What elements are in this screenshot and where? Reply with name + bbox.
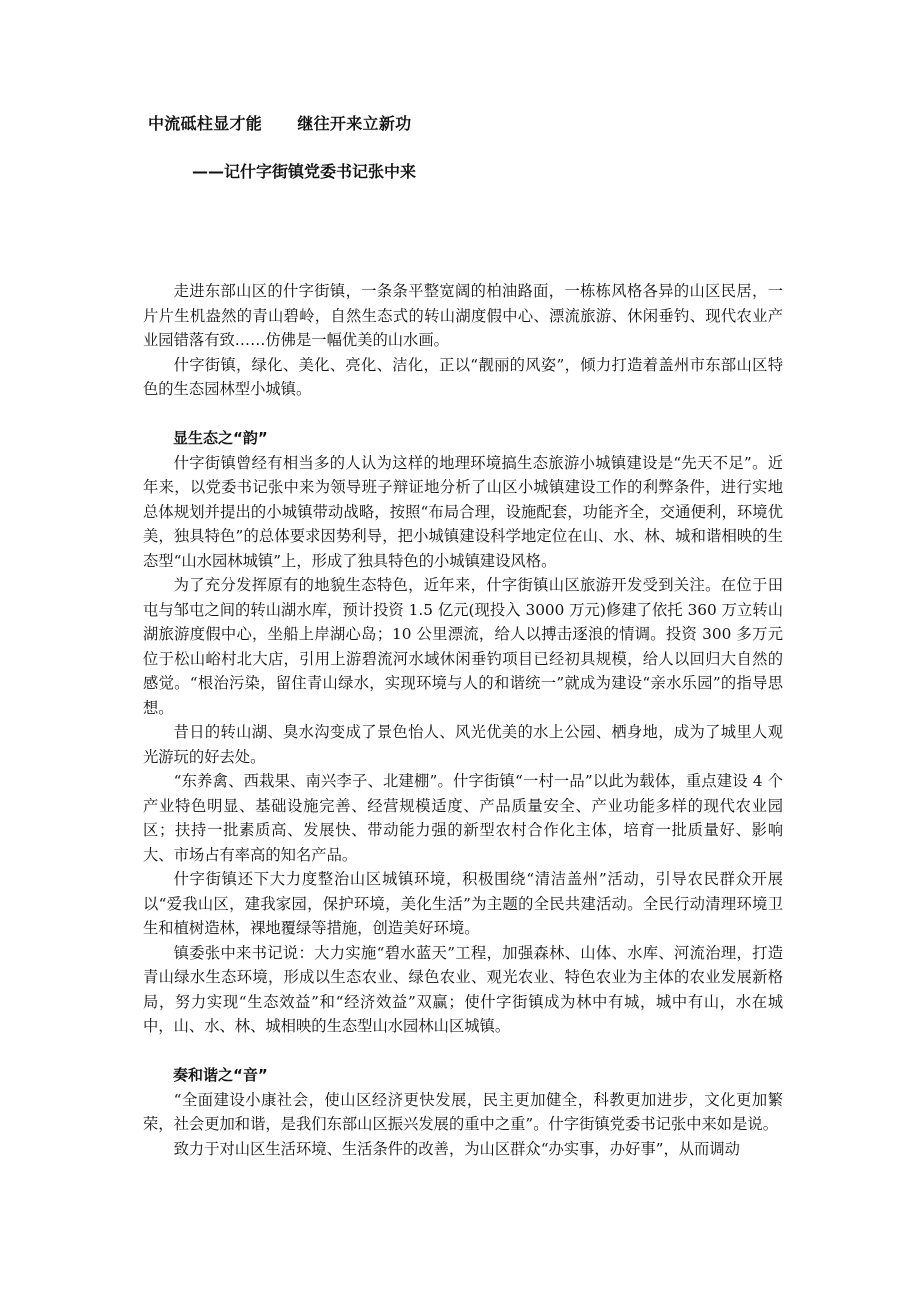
spacer [143, 402, 783, 427]
section-heading-harmony: 奏和谐之“音” [173, 1066, 268, 1084]
section2-paragraph: “全面建设小康社会，使山区经济更快发展，民主更加健全，科教更加进步，文化更加繁荣，社会更加和谐，是我们东部山区振兴发展的重中之重”。什字街镇党委书记张中来如是说。 [143, 1090, 783, 1133]
section1-paragraph: 镇委张中来书记说：大力实施“碧水蓝天”工程，加强森林、山体、水库、河流治理，打造青山绿水生态环境，形成以生态农业、绿色农业、观光农业、特色农业为主体的农业发展新格局，努力实现“生态效益”和“经济效益”双赢；使什字街镇成为林中有城，城中有山，水在城中，山、水、林、城相映的生态型山水园林山区城镇。 [143, 943, 783, 1035]
intro-paragraph: 走进东部山区的什字街镇，一条条平整宽阔的柏油路面，一栋栋风格各异的山区民居，一片片生机盎然的青山碧岭，自然生态式的转山湖度假中心、漂流旅游、休闲垂钓、现代农业产业园错落有致……仿佛是一幅优美的山水画。 [143, 282, 783, 349]
section1-paragraph: 昔日的转山湖、臭水沟变成了景色怡人、风光优美的水上公园、栖身地，成为了城里人观光游玩的好去处。 [143, 723, 783, 766]
section1-paragraph: 为了充分发挥原有的地貌生态特色，近年来，什字街镇山区旅游开发受到关注。在位于田屯与邹屯之间的转山湖水库，预计投资 1.5 亿元(现投入 3000 万元)修建了依托 360 万立转山湖旅游度假中心，坐船上岸湖心岛；10 公里漂流，给人以搏击逐浪的情调。投资 300 多万元位于松山峪村北大店，引用上游碧流河水域休闲垂钓项目已经初具规模，给人以回归大自然的感觉。“根治污染，留住青山绿水，实现环境与人的和谐统一”就成为建设“亲水乐园”的指导思想。 [143, 576, 783, 717]
intro-paragraph: 什字街镇，绿化、美化、亮化、洁化，正以“靓丽的风姿”，倾力打造着盖州市东部山区特色的生态园林型小城镇。 [143, 355, 783, 398]
article-title: 中流砥柱显才能 继往开来立新功 [148, 114, 412, 133]
section1-paragraph: 什字街镇曾经有相当多的人认为这样的地理环境搞生态旅游小城镇建设是“先天不足”。近年来，以党委书记张中来为领导班子辩证地分析了山区小城镇建设工作的利弊条件，进行实地总体规划并提出的小城镇带动战略，按照“布局合理，设施配套，功能齐全，交通便利，环境优美，独具特色”的总体要求因势利导，把小城镇建设科学地定位在山、水、林、城和谐相映的生态型“山水园林城镇”上，形成了独具特色的小城镇建设风格。 [143, 453, 783, 570]
article-subtitle: ——记什字街镇党委书记张中来 [192, 162, 417, 181]
spacer [143, 1039, 783, 1064]
section1-paragraph: 什字街镇还下大力度整治山区城镇环境，积极围绕“清洁盖州”活动，引导农民群众开展以“爱我山区，建我家园，保护环境，美化生活”为主题的全民共建活动。全民行动清理环境卫生和植树造林，裸地覆绿等措施，创造美好环境。 [143, 870, 783, 937]
section1-paragraph: “东养禽、西栽果、南兴李子、北建棚”。什字街镇“一村一品”以此为载体，重点建设 4 个产业特色明显、基础设施完善、经营规模适度、产品质量安全、产业功能多样的现代农业园区；扶持一批素质高、发展快、带动能力强的新型农村合作化主体，培育一批质量好、影响大、市场占有率高的知名产品。 [143, 772, 783, 864]
article-body [143, 279, 783, 1161]
section-heading-ecology: 显生态之“韵” [173, 429, 268, 447]
section2-paragraph: 致力于对山区生活环境、生活条件的改善，为山区群众“办实事，办好事”，从而调动 [173, 1139, 740, 1158]
